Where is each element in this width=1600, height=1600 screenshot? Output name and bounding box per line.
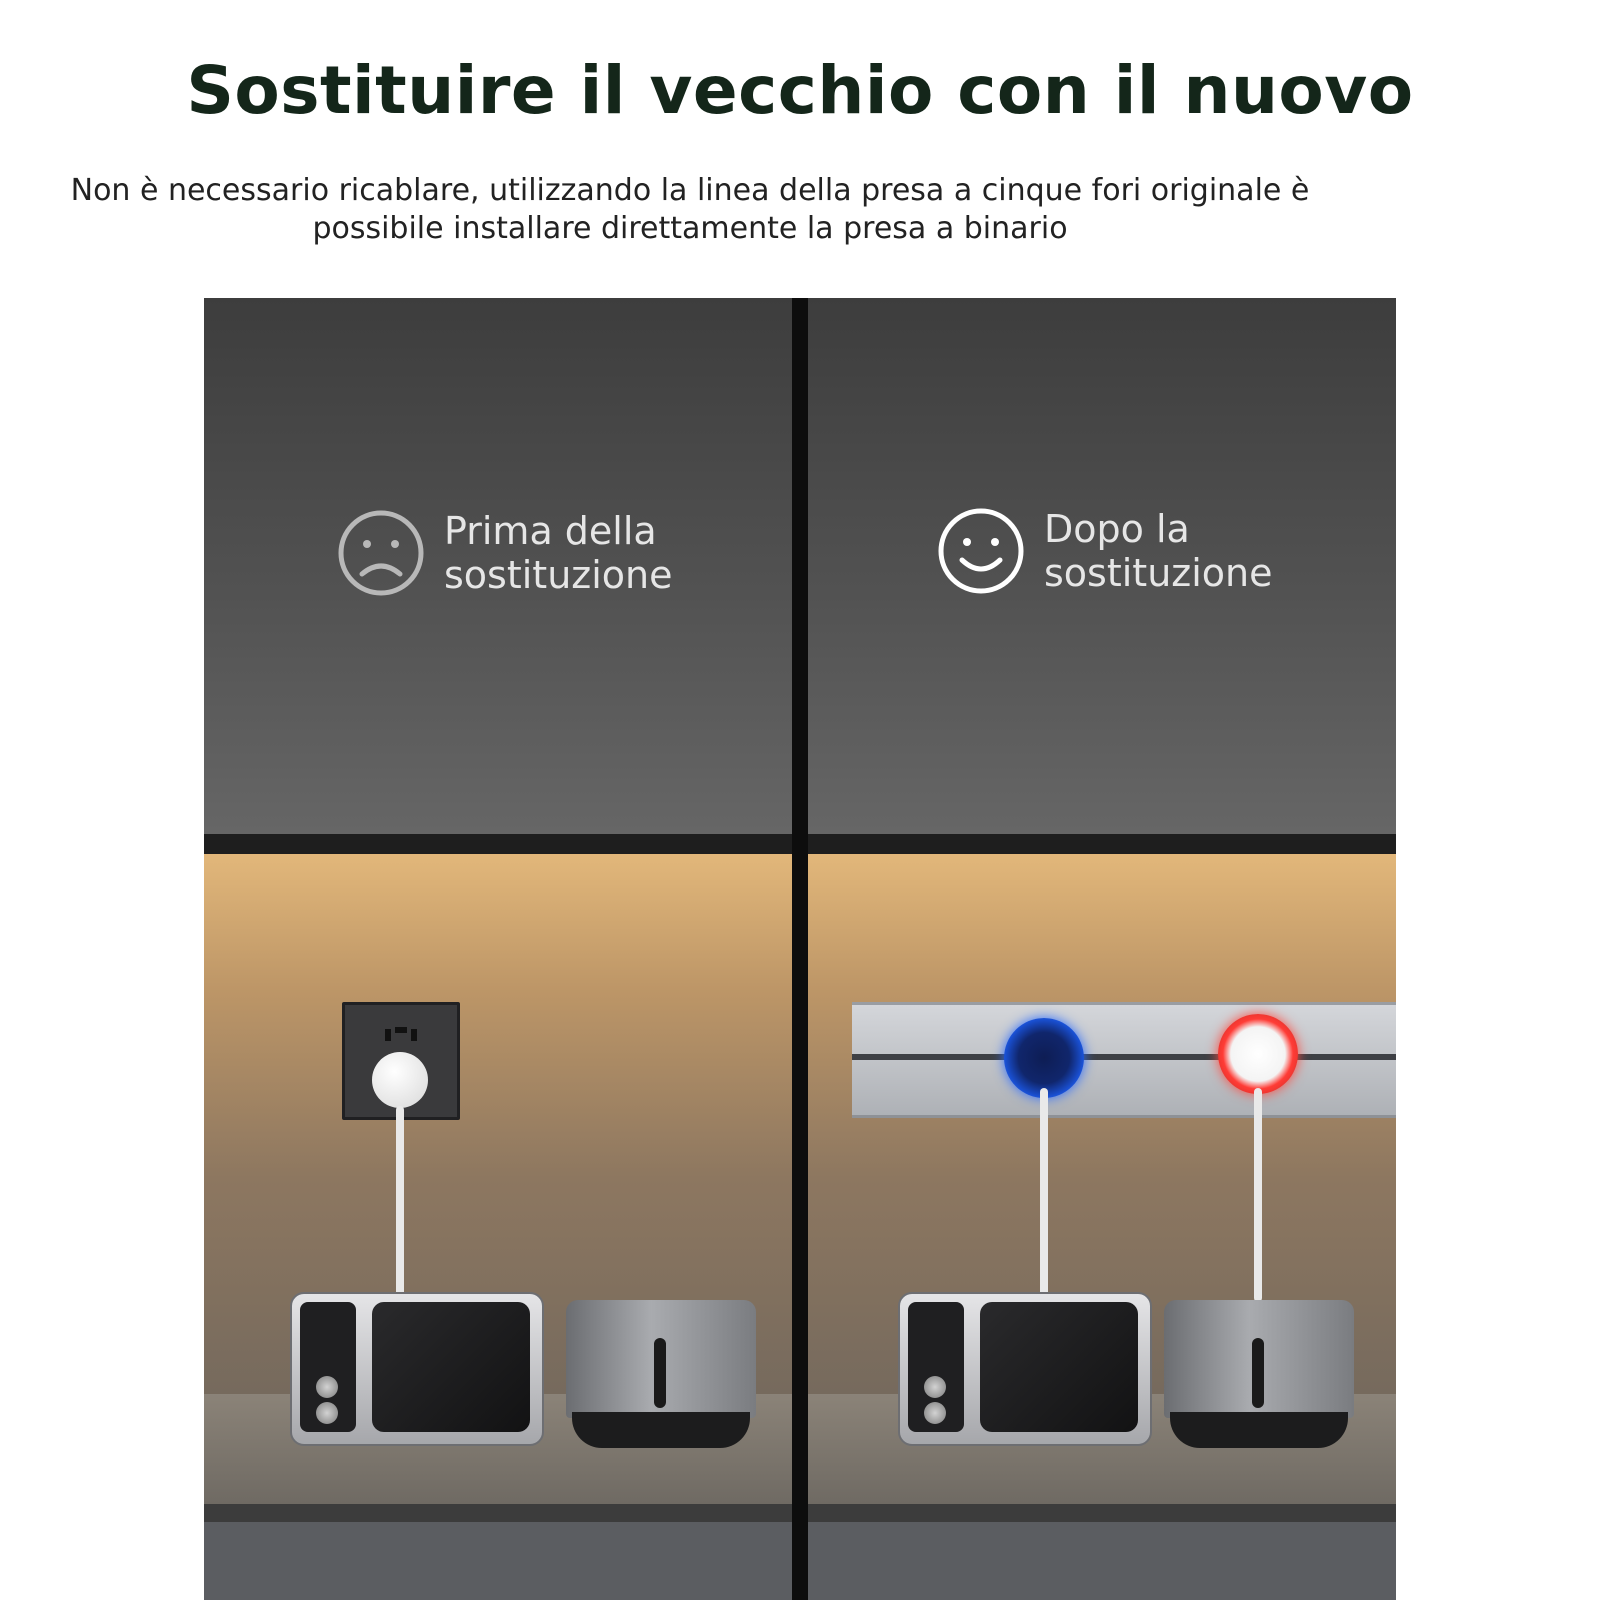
microwave-knob: [316, 1376, 338, 1398]
cooker-display: [654, 1338, 666, 1408]
lower-cabinet: [204, 1522, 792, 1600]
countertop-edge: [808, 1504, 1396, 1522]
panel-before: [204, 298, 792, 1600]
lower-cabinet: [808, 1522, 1396, 1600]
power-cord: [396, 1106, 404, 1296]
after-label-line-2: sostituzione: [1044, 551, 1273, 595]
panel-after: [808, 298, 1396, 1600]
microwave-door: [980, 1302, 1138, 1432]
page-title: Sostituire il vecchio con il nuovo: [186, 52, 1414, 129]
page-subtitle: [40, 172, 1340, 248]
cabinet-edge: [808, 834, 1396, 854]
microwave: [290, 1292, 544, 1446]
microwave-door: [372, 1302, 530, 1432]
microwave-controls: [908, 1302, 964, 1432]
countertop-edge: [204, 1504, 792, 1522]
track-socket-red: [1218, 1014, 1298, 1094]
microwave-knob: [924, 1402, 946, 1424]
before-label-line-1: Prima della: [444, 509, 657, 553]
smile-face-icon: [936, 506, 1026, 596]
rice-cooker: [1164, 1300, 1354, 1450]
panel-divider: [792, 298, 808, 1600]
subtitle-line-2: possibile installare direttamente la presa a binario: [312, 211, 1068, 246]
microwave-controls: [300, 1302, 356, 1432]
track-slot: [852, 1054, 1396, 1060]
wall-plug: [372, 1052, 428, 1108]
comparison-photo: [204, 298, 1396, 1600]
rice-cooker: [566, 1300, 756, 1450]
before-label-line-2: sostituzione: [444, 553, 673, 597]
cooker-base: [1170, 1412, 1348, 1448]
cooker-base: [572, 1412, 750, 1448]
microwave: [898, 1292, 1152, 1446]
cooker-display: [1252, 1338, 1264, 1408]
sad-face-icon: [336, 508, 426, 598]
before-label: [336, 508, 673, 598]
cabinet-edge: [204, 834, 792, 854]
after-label-line-1: Dopo la: [1044, 507, 1190, 551]
microwave-knob: [316, 1402, 338, 1424]
power-cord: [1254, 1088, 1262, 1302]
microwave-knob: [924, 1376, 946, 1398]
power-cord: [1040, 1088, 1048, 1300]
subtitle-line-1: Non è necessario ricablare, utilizzando la linea della presa a cinque fori originale è: [70, 173, 1310, 208]
track-socket-blue: [1004, 1018, 1084, 1098]
track-rail: [852, 1002, 1396, 1118]
after-label: [936, 506, 1273, 596]
